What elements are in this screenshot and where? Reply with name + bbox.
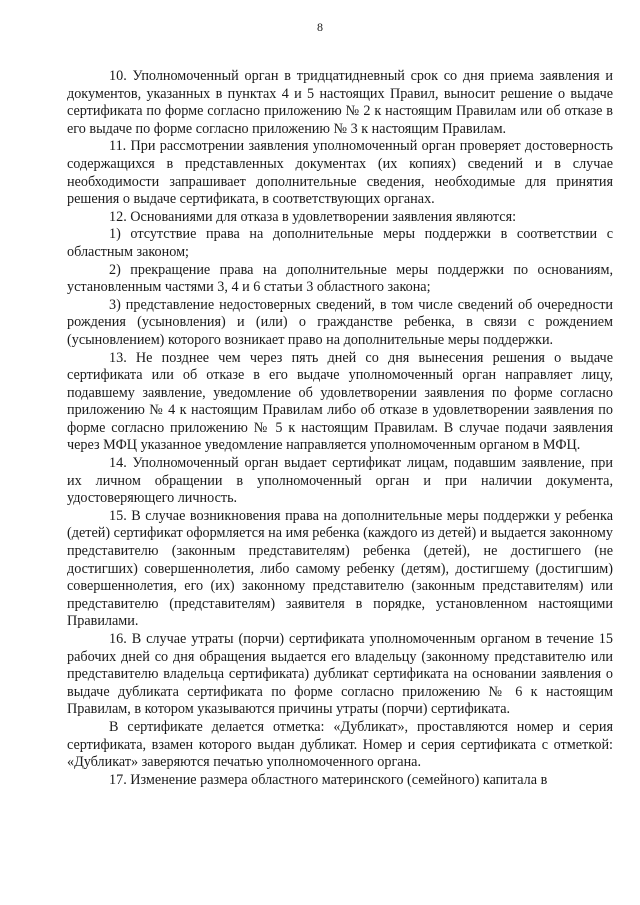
paragraph-13: 13. Не позднее чем через пять дней со дня вынесения решения о выдаче сертификата или об отказе в его выдаче уполномоченный орган направляет лицу, подавшему заявление, уведомление об удовлетворении заявления по форме согласно приложению № 4 к настоящим Правилам либо об отказе в удовлетворении заявления по форме согласно приложению № 5 к настоящим Правилам. В случае подачи заявления через МФЦ указанное уведомление направляется уполномоченным органом в МФЦ. — [67, 349, 613, 454]
paragraph-11: 11. При рассмотрении заявления уполномоченный орган проверяет достоверность содержащихся в представленных документах (их копиях) сведений и в случае необходимости запрашивает дополнительные сведения, необходимые для принятия решения о выдаче сертификата, в соответствующих органах. — [67, 138, 613, 208]
paragraph-16: 16. В случае утраты (порчи) сертификата уполномоченным органом в течение 15 рабочих дней со дня обращения выдается его владельцу (законному представителю или представителю владельца сертификата) дубликат сертификата на основании заявления о выдаче дубликата сертификата по форме согласно приложению № 6 к настоящим Правилам, в котором указываются причины утраты (порчи) сертификата. — [67, 631, 613, 718]
paragraph-10: 10. Уполномоченный орган в тридцатидневный срок со дня приема заявления и документов, указанных в пунктах 4 и 5 настоящих Правил, выносит решение о выдаче сертификата по форме согласно приложению № 2 к настоящим Правилам или об отказе в его выдаче по форме согласно приложению № 3 к настоящим Правилам. — [67, 68, 613, 137]
paragraph-14: 14. Уполномоченный орган выдает сертификат лицам, подавшим заявление, при их личном обращении в уполномоченный орган и при наличии документа, удостоверяющего личность. — [67, 455, 613, 507]
paragraph-15: 15. В случае возникновения права на дополнительные меры поддержки у ребенка (детей) сертификат оформляется на имя ребенка (каждого из детей) и выдается законному представителю (законным представителям) ребенка (детей), не достигшего (не достигших) совершеннолетия, либо самому ребенку (детям), достигшему (достигшим) совершеннолетия, его (их) законному представителю (законным представителям) или представителю (представителям) заявителя в порядке, установленном настоящими Правилами. — [67, 507, 613, 630]
page-number: 8 — [317, 20, 323, 34]
paragraph-17: 17. Изменение размера областного материнского (семейного) капитала в — [109, 771, 548, 788]
paragraph-12: 12. Основаниями для отказа в удовлетворении заявления являются: — [109, 208, 517, 225]
paragraph-16-continuation: В сертификате делается отметка: «Дубликат», проставляются номер и серия сертификата, взамен которого выдан дубликат. Номер и серия сертификата с отметкой: «Дубликат» заверяются печатью уполномоченного органа. — [67, 718, 613, 771]
paragraph-12-item-2: 2) прекращение права на дополнительные меры поддержки по основаниям, установленным частями 3, 4 и 6 статьи 3 областного закона; — [67, 261, 613, 296]
paragraph-12-item-3: 3) представление недостоверных сведений, в том числе сведений об очередности рождения (усыновления) и (или) о гражданстве ребенка, в связи с рождением (усыновлением) которого возникает право на дополнительные меры поддержки. — [67, 296, 613, 348]
paragraph-12-item-1: 1) отсутствие права на дополнительные меры поддержки в соответствии с областным законом; — [67, 226, 613, 260]
document-body — [67, 68, 613, 789]
